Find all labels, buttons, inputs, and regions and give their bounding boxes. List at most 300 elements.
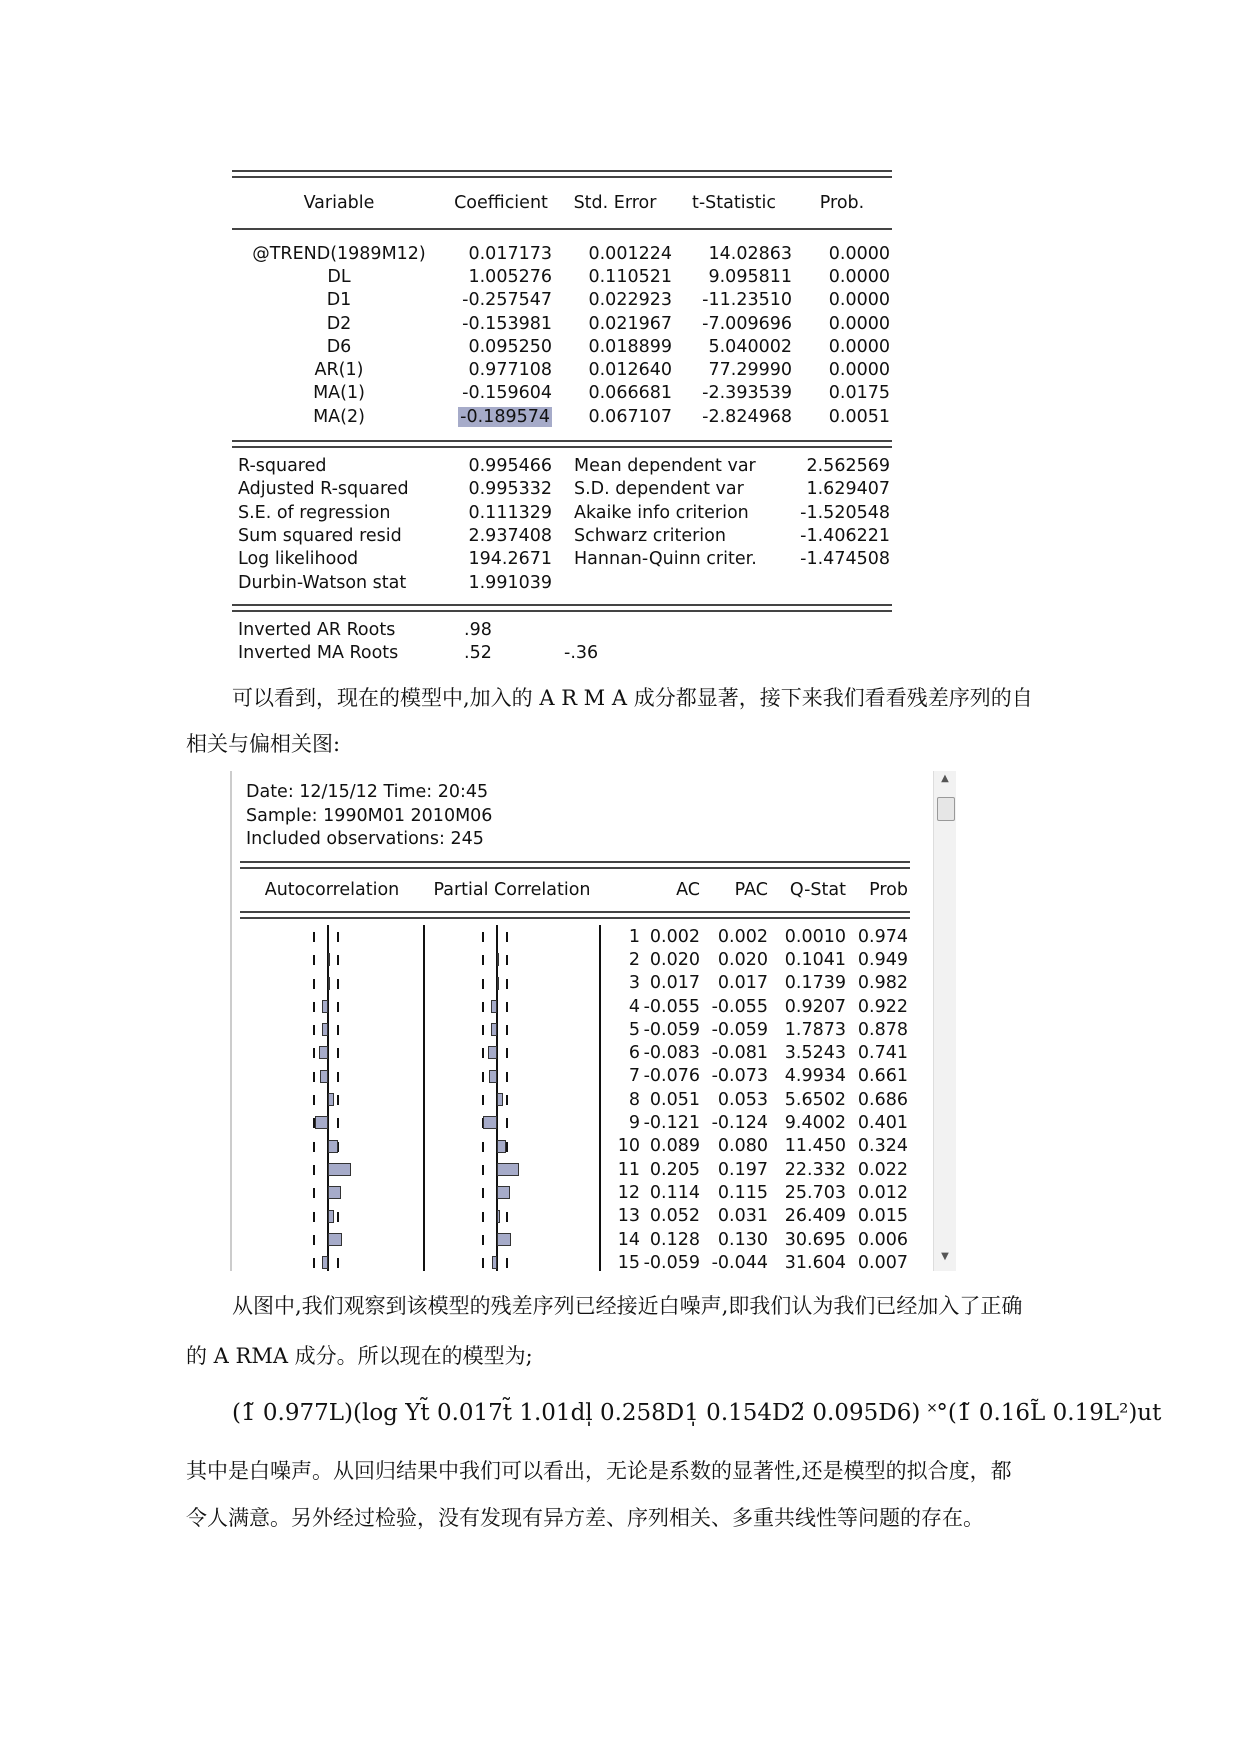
- cell-variable: DL: [327, 266, 351, 287]
- header-variable: Variable: [303, 193, 375, 213]
- column-separator: [599, 1135, 601, 1158]
- cell-t-statistic: -2.393539: [702, 383, 792, 404]
- confidence-bound-right: [506, 1118, 508, 1128]
- regression-table: [232, 170, 892, 665]
- stat-value: 2.562569: [806, 456, 890, 477]
- partial-correlation-plot: [424, 1228, 600, 1251]
- paragraph-2-line-1: 从图中,我们观察到该模型的残差序列已经接近白噪声,即我们认为我们已经加入了正确: [232, 1294, 1023, 1318]
- confidence-bound-right: [337, 1258, 339, 1268]
- confidence-bound-left: [313, 1188, 315, 1198]
- pac-value: -0.081: [711, 1043, 768, 1064]
- correlation-bar: [328, 1140, 338, 1153]
- correlogram-rows: [240, 925, 910, 1271]
- correlogram-row: [240, 948, 910, 971]
- confidence-bound-right: [506, 1212, 508, 1222]
- ac-value: -0.076: [643, 1066, 700, 1087]
- stat-value: 0.995466: [468, 456, 552, 477]
- column-separator: [599, 972, 601, 995]
- autocorrelation-plot: [240, 1018, 424, 1041]
- scroll-down-icon[interactable]: ▼: [941, 1251, 949, 1262]
- correlogram-row: [240, 1135, 910, 1158]
- stat-label: Hannan-Quinn criter.: [574, 549, 757, 570]
- coefficient-value: -0.159604: [462, 383, 552, 404]
- correlation-bar: [315, 1116, 328, 1129]
- regression-row: [232, 242, 892, 265]
- column-separator: [599, 1251, 601, 1271]
- ac-value: -0.121: [643, 1113, 700, 1134]
- cell-variable: AR(1): [314, 360, 364, 381]
- prob-value: 0.741: [857, 1043, 908, 1064]
- prob-value: 0.012: [857, 1182, 908, 1203]
- lag-number: 15: [617, 1252, 640, 1271]
- correlation-bar: [483, 1116, 497, 1129]
- confidence-bound-left: [482, 1048, 484, 1058]
- lag-number: 13: [617, 1206, 640, 1227]
- prob-value: 0.401: [857, 1113, 908, 1134]
- q-stat-value: 5.6502: [784, 1089, 846, 1110]
- cell-variable: MA(1): [313, 383, 365, 404]
- ac-value: -0.083: [643, 1043, 700, 1064]
- pac-value: 0.020: [717, 949, 768, 970]
- cell-coefficient: [446, 244, 552, 264]
- confidence-bound-left: [313, 1235, 315, 1245]
- ac-value: -0.059: [643, 1252, 700, 1271]
- coefficient-value: 1.005276: [468, 266, 552, 287]
- correlation-bar: [328, 1093, 334, 1106]
- prob-value: 0.015: [857, 1206, 908, 1227]
- partial-correlation-plot: [424, 925, 600, 948]
- confidence-bound-left: [482, 1212, 484, 1222]
- q-stat-value: 30.695: [784, 1229, 846, 1250]
- column-separator: [599, 925, 601, 948]
- column-separator: [599, 1205, 601, 1228]
- root-label: Inverted AR Roots: [238, 619, 396, 640]
- cell-coefficient: [446, 383, 552, 403]
- confidence-bound-right: [506, 1258, 508, 1268]
- stat-label: Log likelihood: [238, 549, 359, 570]
- partial-correlation-plot: [424, 1181, 600, 1204]
- confidence-bound-left: [313, 1142, 315, 1152]
- cell-t-statistic: 5.040002: [708, 336, 792, 357]
- header-q-stat: Q-Stat: [789, 880, 846, 900]
- lag-number: 11: [617, 1159, 640, 1180]
- confidence-bound-right: [337, 1002, 339, 1012]
- confidence-bound-right: [337, 955, 339, 965]
- confidence-bound-left: [482, 1165, 484, 1175]
- confidence-bound-right: [337, 1072, 339, 1082]
- cell-prob: 0.0000: [828, 360, 890, 381]
- autocorrelation-plot: [240, 1041, 424, 1064]
- q-stat-value: 25.703: [784, 1182, 846, 1203]
- stat-label: Schwarz criterion: [574, 525, 726, 546]
- prob-value: 0.324: [857, 1136, 908, 1157]
- cell-prob: 0.0000: [828, 243, 890, 264]
- stat-label: S.D. dependent var: [574, 479, 744, 500]
- stat-row: [232, 571, 892, 594]
- corr-rule-top: [240, 861, 910, 869]
- prob-value: 0.661: [857, 1066, 908, 1087]
- prob-value: 0.922: [857, 996, 908, 1017]
- lag-number: 4: [628, 996, 640, 1017]
- cell-variable: D1: [326, 290, 352, 311]
- pac-value: -0.059: [711, 1019, 768, 1040]
- ac-value: 0.020: [649, 949, 700, 970]
- confidence-bound-right: [506, 979, 508, 989]
- coefficient-value: 0.095250: [468, 336, 552, 357]
- q-stat-value: 4.9934: [784, 1066, 846, 1087]
- pac-value: 0.031: [717, 1206, 768, 1227]
- root-row: [232, 618, 892, 641]
- cell-variable: D2: [326, 313, 352, 334]
- stat-value: 194.2671: [468, 549, 552, 570]
- confidence-bound-left: [313, 1025, 315, 1035]
- correlation-bar: [497, 1093, 503, 1106]
- stat-value: 0.111329: [468, 502, 552, 523]
- paragraph-1-line-2: 相关与偏相关图:: [186, 732, 341, 756]
- cell-coefficient: [446, 360, 552, 380]
- cell-coefficient: [446, 337, 552, 357]
- cell-t-statistic: 14.02863: [708, 243, 792, 264]
- regression-rows: [232, 242, 892, 428]
- cell-variable: D6: [326, 336, 352, 357]
- confidence-bound-left: [313, 1048, 315, 1058]
- coefficient-value: 0.977108: [468, 360, 552, 381]
- confidence-bound-left: [313, 1258, 315, 1268]
- prob-value: 0.982: [857, 973, 908, 994]
- correlogram-table: [240, 861, 910, 1271]
- column-separator: [599, 1158, 601, 1181]
- pac-value: 0.197: [717, 1159, 768, 1180]
- lag-number: 14: [617, 1229, 640, 1250]
- header-prob: Prob: [869, 880, 908, 900]
- pac-value: 0.080: [717, 1136, 768, 1157]
- autocorrelation-plot: [240, 1251, 424, 1271]
- stat-label: Mean dependent var: [574, 456, 756, 477]
- header-t-statistic: t-Statistic: [691, 193, 777, 213]
- correlation-bar: [492, 1256, 497, 1269]
- header-ac: AC: [676, 880, 700, 900]
- correlogram-date: Date: 12/15/12 Time: 20:45: [246, 782, 489, 802]
- stat-row: [232, 454, 892, 477]
- correlogram-row: [240, 1041, 910, 1064]
- stat-value: 1.629407: [806, 479, 890, 500]
- cell-std-error: 0.067107: [588, 406, 672, 427]
- column-separator: [599, 1018, 601, 1041]
- stat-label: Sum squared resid: [238, 525, 402, 546]
- correlogram-sample: Sample: 1990M01 2010M06: [246, 805, 493, 826]
- lag-number: 10: [617, 1136, 640, 1157]
- correlation-bar: [497, 1233, 511, 1246]
- confidence-bound-right: [337, 1212, 339, 1222]
- cell-t-statistic: -7.009696: [702, 313, 792, 334]
- stat-value: 2.937408: [468, 525, 552, 546]
- confidence-bound-left: [313, 979, 315, 989]
- confidence-bound-right: [506, 1072, 508, 1082]
- confidence-bound-right: [506, 1025, 508, 1035]
- scrollbar-thumb[interactable]: [937, 797, 955, 821]
- root-row: [232, 641, 892, 664]
- confidence-bound-left: [313, 1072, 315, 1082]
- corr-rule-header: [240, 911, 910, 919]
- correlation-bar: [322, 1000, 328, 1013]
- column-separator: [599, 948, 601, 971]
- root-value: .98: [464, 619, 492, 640]
- pac-value: -0.055: [711, 996, 768, 1017]
- header-coefficient: Coefficient: [454, 193, 548, 213]
- paragraph-2-line-2: 的 A RMA 成分。所以现在的模型为;: [186, 1344, 533, 1368]
- prob-value: 0.686: [857, 1089, 908, 1110]
- rule-top: [232, 170, 892, 178]
- column-separator: [599, 995, 601, 1018]
- lag-number: 2: [628, 949, 640, 970]
- correlation-bar: [497, 1163, 519, 1176]
- partial-correlation-plot: [424, 1205, 600, 1228]
- regression-row: [232, 335, 892, 358]
- prob-value: 0.022: [857, 1159, 908, 1180]
- partial-correlation-plot: [424, 1158, 600, 1181]
- coefficient-value: -0.189574: [460, 406, 550, 427]
- correlation-bar: [328, 977, 330, 990]
- ac-value: 0.052: [649, 1206, 700, 1227]
- confidence-bound-left: [482, 1142, 484, 1152]
- pac-value: 0.017: [717, 973, 768, 994]
- coefficient-value: 0.017173: [468, 243, 552, 264]
- column-separator: [599, 1088, 601, 1111]
- correlogram-observations: Included observations: 245: [246, 829, 484, 849]
- q-stat-value: 1.7873: [784, 1019, 846, 1040]
- confidence-bound-left: [482, 979, 484, 989]
- cell-t-statistic: -2.824968: [702, 406, 792, 427]
- header-autocorrelation: Autocorrelation: [264, 880, 400, 900]
- correlogram-row: [240, 1158, 910, 1181]
- correlation-bar: [322, 1256, 328, 1269]
- cell-t-statistic: 9.095811: [708, 266, 792, 287]
- confidence-bound-right: [337, 1025, 339, 1035]
- correlogram-row: [240, 1018, 910, 1041]
- cell-coefficient: [446, 407, 552, 427]
- correlogram-row: [240, 1251, 910, 1271]
- confidence-bound-left: [482, 1188, 484, 1198]
- stat-label: Adjusted R-squared: [238, 479, 409, 500]
- confidence-bound-left: [482, 1258, 484, 1268]
- partial-correlation-plot: [424, 1251, 600, 1271]
- stat-label: Durbin-Watson stat: [238, 572, 407, 593]
- correlogram-row: [240, 972, 910, 995]
- stat-value: -1.406221: [800, 525, 890, 546]
- q-stat-value: 26.409: [784, 1206, 846, 1227]
- q-stat-value: 0.1041: [784, 949, 846, 970]
- regression-row: [232, 358, 892, 381]
- correlation-bar: [320, 1070, 328, 1083]
- prob-value: 0.006: [857, 1229, 908, 1250]
- cell-std-error: 0.012640: [588, 360, 672, 381]
- correlation-bar: [491, 1000, 497, 1013]
- autocorrelation-plot: [240, 1205, 424, 1228]
- coefficient-value: -0.257547: [462, 290, 552, 311]
- lag-number: 3: [628, 973, 640, 994]
- correlation-bar: [328, 1186, 341, 1199]
- correlation-bar: [497, 1186, 510, 1199]
- zero-axis: [496, 925, 498, 948]
- root-label: Inverted MA Roots: [238, 643, 399, 664]
- lag-number: 12: [617, 1182, 640, 1203]
- partial-correlation-plot: [424, 1065, 600, 1088]
- cell-prob: 0.0000: [828, 336, 890, 357]
- confidence-bound-right: [506, 1002, 508, 1012]
- partial-correlation-plot: [424, 1088, 600, 1111]
- confidence-bound-right: [337, 932, 339, 942]
- confidence-bound-left: [313, 1002, 315, 1012]
- confidence-bound-left: [313, 1095, 315, 1105]
- correlogram-row: [240, 1228, 910, 1251]
- q-stat-value: 31.604: [784, 1252, 846, 1271]
- correlogram-info: [246, 781, 492, 852]
- regression-stats: [232, 454, 892, 594]
- correlation-bar: [488, 1046, 497, 1059]
- cell-prob: 0.0000: [828, 313, 890, 334]
- header-prob: Prob.: [819, 193, 865, 213]
- prob-value: 0.974: [857, 926, 908, 947]
- ac-value: 0.114: [649, 1182, 700, 1203]
- correlogram-window: [230, 771, 956, 1271]
- root-value: .52: [464, 643, 492, 664]
- autocorrelation-plot: [240, 1088, 424, 1111]
- correlogram-row: [240, 995, 910, 1018]
- confidence-bound-right: [337, 1118, 339, 1128]
- cell-prob: 0.0000: [828, 290, 890, 311]
- confidence-bound-right: [506, 1095, 508, 1105]
- rule-mid: [232, 440, 892, 448]
- confidence-bound-right: [506, 955, 508, 965]
- correlogram-row: [240, 1088, 910, 1111]
- q-stat-value: 11.450: [784, 1136, 846, 1157]
- autocorrelation-plot: [240, 1228, 424, 1251]
- partial-correlation-plot: [424, 1135, 600, 1158]
- confidence-bound-right: [506, 1048, 508, 1058]
- confidence-bound-left: [482, 1072, 484, 1082]
- paragraph-1-line-1: 可以看到，现在的模型中,加入的 A R M A 成分都显著，接下来我们看看残差序列的自: [232, 686, 1033, 710]
- partial-correlation-plot: [424, 972, 600, 995]
- regression-row: [232, 265, 892, 288]
- cell-t-statistic: -11.23510: [702, 290, 792, 311]
- cell-variable: MA(2): [313, 406, 365, 427]
- autocorrelation-plot: [240, 1065, 424, 1088]
- correlogram-row: [240, 1181, 910, 1204]
- confidence-bound-left: [313, 955, 315, 965]
- autocorrelation-plot: [240, 1181, 424, 1204]
- correlation-bar: [491, 1023, 497, 1036]
- confidence-bound-left: [313, 1165, 315, 1175]
- scroll-up-icon[interactable]: ▲: [941, 773, 949, 784]
- correlogram-row: [240, 1205, 910, 1228]
- q-stat-value: 3.5243: [784, 1043, 846, 1064]
- correlogram-header: [240, 869, 910, 911]
- cell-prob: 0.0000: [828, 266, 890, 287]
- autocorrelation-plot: [240, 995, 424, 1018]
- correlation-bar: [497, 977, 499, 990]
- lag-number: 6: [628, 1043, 640, 1064]
- regression-header: [232, 178, 892, 228]
- correlation-bar: [328, 953, 330, 966]
- partial-correlation-plot: [424, 1041, 600, 1064]
- autocorrelation-plot: [240, 1135, 424, 1158]
- regression-row: [232, 289, 892, 312]
- confidence-bound-right: [337, 1048, 339, 1058]
- stat-label: R-squared: [238, 456, 327, 477]
- pac-value: -0.044: [711, 1252, 768, 1271]
- column-separator: [599, 1181, 601, 1204]
- q-stat-value: 0.9207: [784, 996, 846, 1017]
- confidence-bound-left: [482, 932, 484, 942]
- lag-number: 1: [628, 926, 640, 947]
- confidence-bound-left: [313, 1212, 315, 1222]
- ac-value: 0.017: [649, 973, 700, 994]
- cell-std-error: 0.022923: [588, 290, 672, 311]
- correlation-bar: [319, 1046, 328, 1059]
- cell-std-error: 0.066681: [588, 383, 672, 404]
- ac-value: 0.089: [649, 1136, 700, 1157]
- regression-row: [232, 382, 892, 405]
- confidence-bound-right: [337, 979, 339, 989]
- ac-value: 0.205: [649, 1159, 700, 1180]
- autocorrelation-plot: [240, 972, 424, 995]
- header-std-error: Std. Error: [573, 193, 657, 213]
- correlation-bar: [328, 1163, 351, 1176]
- rule-roots: [232, 604, 892, 612]
- lag-number: 9: [628, 1113, 640, 1134]
- correlation-bar: [322, 1023, 328, 1036]
- cell-prob: 0.0175: [828, 383, 890, 404]
- regression-roots: [232, 618, 892, 665]
- cell-std-error: 0.001224: [588, 243, 672, 264]
- confidence-bound-left: [482, 955, 484, 965]
- confidence-bound-right: [506, 932, 508, 942]
- prob-value: 0.007: [857, 1252, 908, 1271]
- q-stat-value: 0.1739: [784, 973, 846, 994]
- cell-prob: 0.0051: [828, 406, 890, 427]
- correlation-bar: [497, 953, 499, 966]
- regression-row: [232, 405, 892, 428]
- column-separator: [599, 1228, 601, 1251]
- pac-value: 0.130: [717, 1229, 768, 1250]
- vertical-scrollbar[interactable]: [933, 771, 956, 1271]
- cell-coefficient: [446, 314, 552, 334]
- pac-value: 0.053: [717, 1089, 768, 1110]
- root-value: -.36: [564, 643, 599, 664]
- pac-value: 0.002: [717, 926, 768, 947]
- prob-value: 0.878: [857, 1019, 908, 1040]
- partial-correlation-plot: [424, 995, 600, 1018]
- rule-header: [232, 228, 892, 230]
- column-separator: [599, 1111, 601, 1134]
- zero-axis: [327, 925, 329, 948]
- regression-row: [232, 312, 892, 335]
- correlation-bar: [328, 1210, 334, 1223]
- cell-variable: @TREND(1989M12): [252, 243, 426, 264]
- column-separator: [599, 1065, 601, 1088]
- correlogram-row: [240, 925, 910, 948]
- cell-std-error: 0.018899: [588, 336, 672, 357]
- column-separator: [599, 1041, 601, 1064]
- lag-number: 8: [628, 1089, 640, 1110]
- correlation-bar: [497, 1140, 506, 1153]
- header-pac: PAC: [734, 880, 768, 900]
- correlogram-row: [240, 1111, 910, 1134]
- confidence-bound-right: [337, 1095, 339, 1105]
- paragraph-3-line-1: 其中是白噪声。从回归结果中我们可以看出，无论是系数的显著性,还是模型的拟合度，都: [186, 1459, 1012, 1483]
- stat-row: [232, 548, 892, 571]
- stat-row: [232, 524, 892, 547]
